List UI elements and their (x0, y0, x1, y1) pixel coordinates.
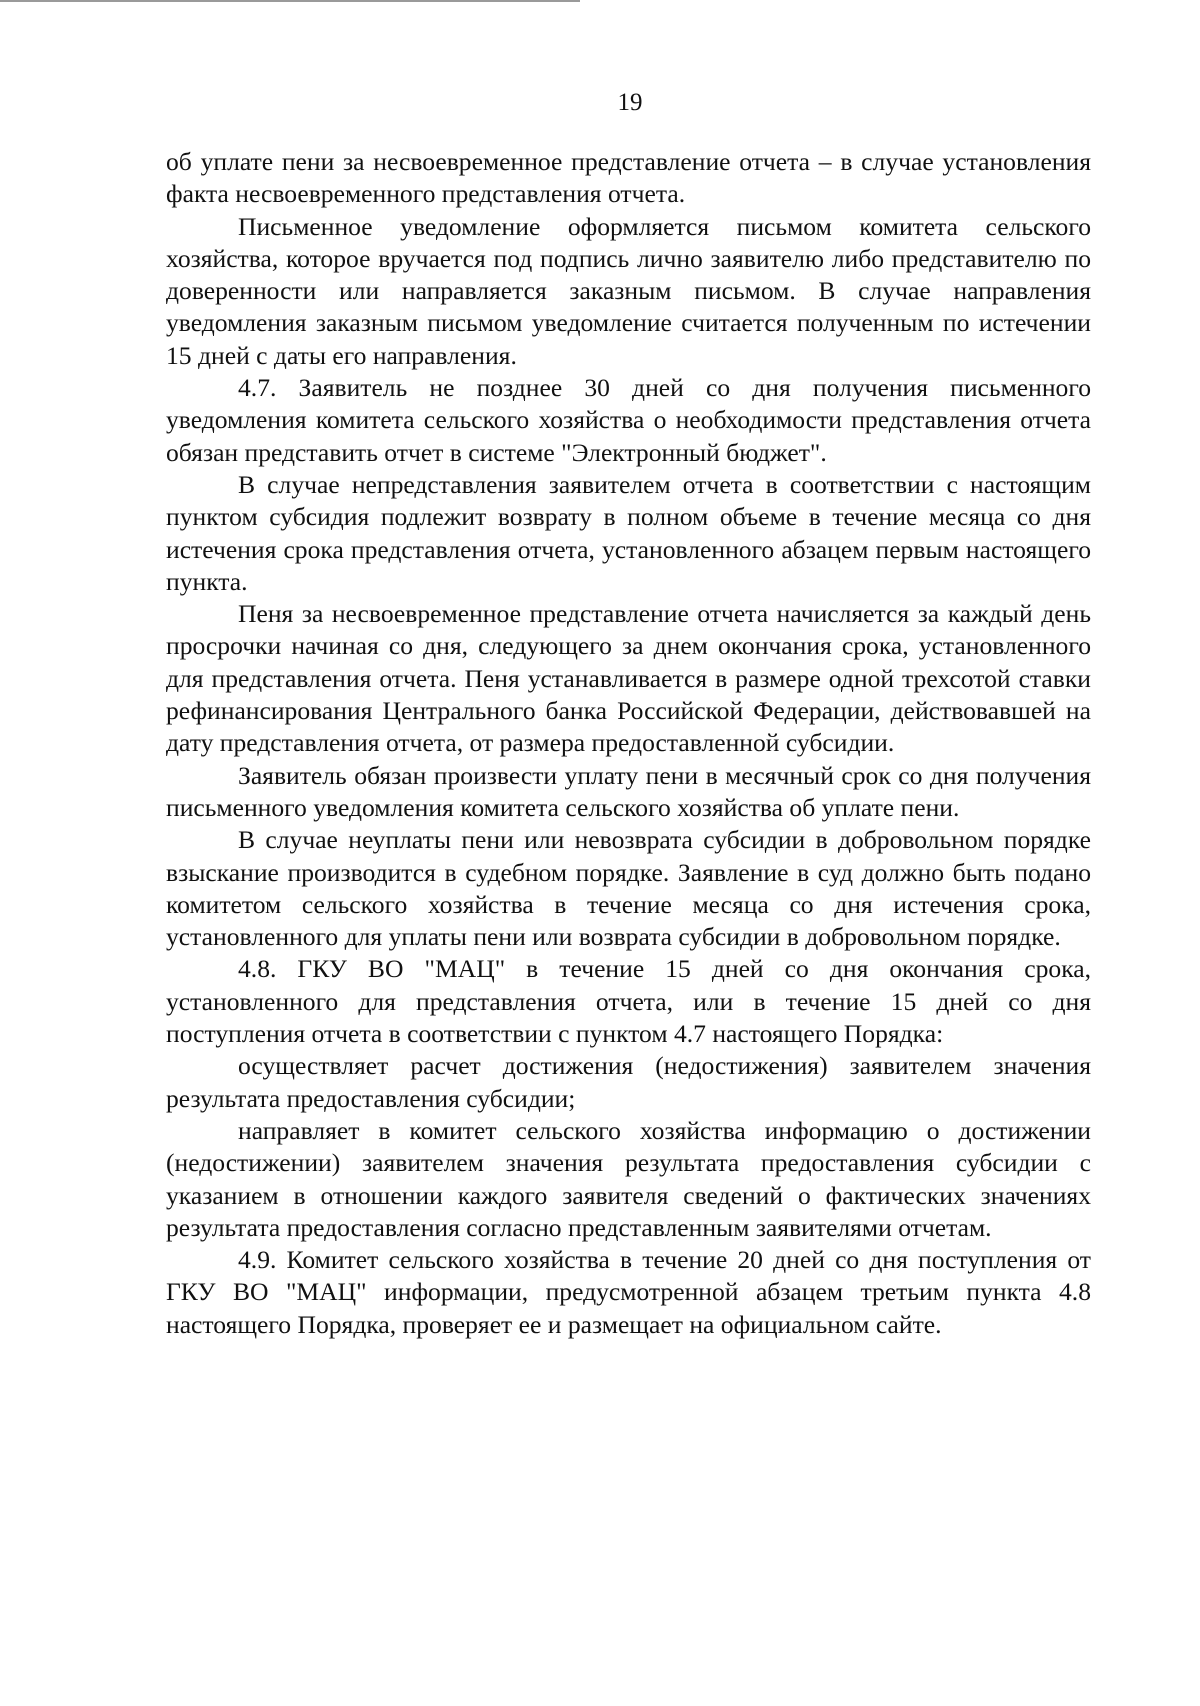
page-number: 19 (617, 89, 643, 116)
paragraph-court-recovery: В случае неуплаты пени или невозврата субсидии в добровольном порядке взыскание производится в судебном порядке. Заявление в суд должно быть подано комитетом сельского хозяйства в течение месяца со дня истечения срока, установленного для уплаты пени или возврата субсидии в добровольном порядке. (166, 825, 1091, 952)
paragraph-clause-4-7: 4.7. Заявитель не позднее 30 дней со дня получения письменного уведомления комитета сельского хозяйства о необходимости представления отчета обязан представить отчет в системе "Электронный бюджет". (166, 373, 1091, 467)
paragraph-clause-4-8: 4.8. ГКУ ВО "МАЦ" в течение 15 дней со дня окончания срока, установленного для представления отчета, или в течение 15 дней со дня поступления отчета в соответствии с пунктом 4.7 настоящего Порядка: (166, 954, 1091, 1049)
paragraph-penalty-accrual: Пеня за несвоевременное представление отчета начисляется за каждый день просрочки начиная со дня, следующего за днем окончания срока, установленного для представления отчета. Пеня устанавливается в размере одной трехсотой ставки рефинансирования Центрального банка Российской Федерации, действовавшей на дату представления отчета, от размера предоставленной субсидии. (166, 599, 1091, 758)
paragraph-non-submission: В случае непредставления заявителем отчета в соответствии с настоящим пунктом субсидия подлежит возврату в полном объеме в течение месяца со дня истечения срока представления отчета, установленного абзацем первым настоящего пункта. (166, 469, 1091, 596)
paragraph-calculation: осуществляет расчет достижения (недостижения) заявителем значения результата предоставления субсидии; (166, 1051, 1091, 1113)
paragraph-penalty-notice-continuation: об уплате пени за несвоевременное представление отчета – в случае установления факта несвоевременного представления отчета. (166, 147, 1091, 209)
paragraph-penalty-payment: Заявитель обязан произвести уплату пени в месячный срок со дня получения письменного уведомления комитета сельского хозяйства об уплате пени. (166, 760, 1091, 822)
paragraph-written-notice: Письменное уведомление оформляется письмом комитета сельского хозяйства, которое вручается под подпись лично заявителю либо представителю по доверенности или направляется заказным письмом. В случае направления уведомления заказным письмом уведомление считается полученным по истечении 15 дней с даты его направления. (166, 211, 1091, 370)
paragraph-information-transfer: направляет в комитет сельского хозяйства информацию о достижении (недостижении) заявителем значения результата предоставления субсидии с указанием в отношении каждого заявителя сведений о фактических значениях результата предоставления согласно представленным заявителями отчетам. (166, 1115, 1091, 1242)
paragraph-clause-4-9: 4.9. Комитет сельского хозяйства в течение 20 дней со дня поступления от ГКУ ВО "МАЦ" информации, предусмотренной абзацем третьим пункта 4.8 настоящего Порядка, проверяет ее и размещает на официальном сайте. (166, 1245, 1091, 1339)
document-body (166, 146, 1091, 1341)
scan-edge (0, 0, 580, 2)
